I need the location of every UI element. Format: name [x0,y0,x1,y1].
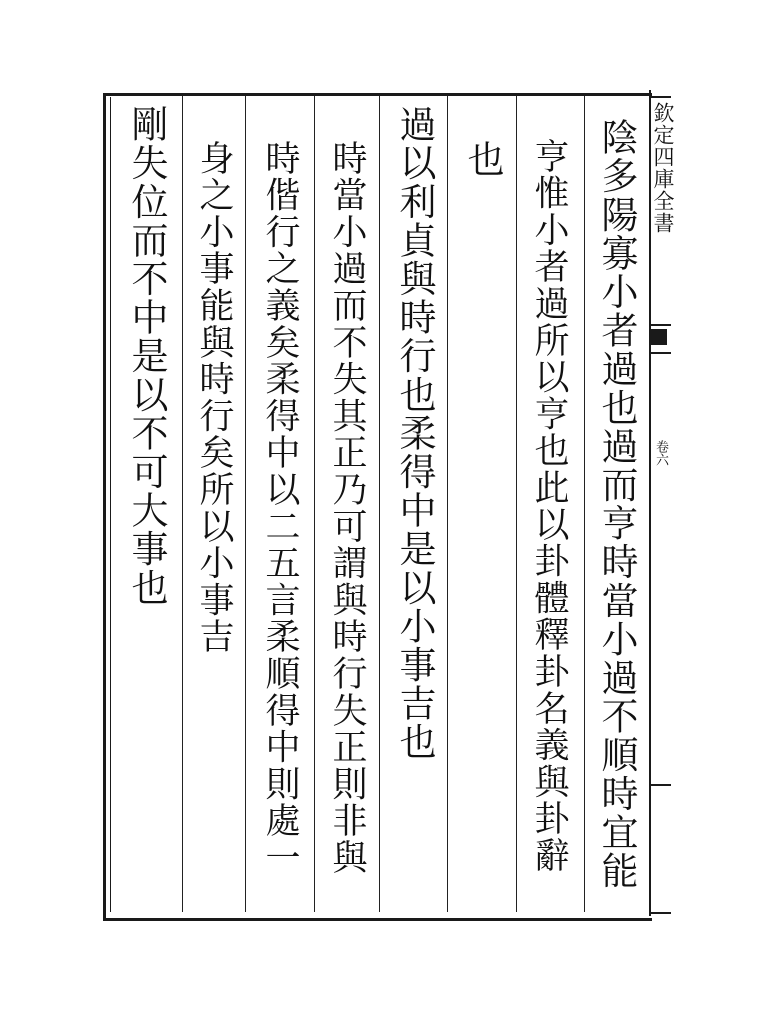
column-rule [447,96,448,912]
column-rule [314,96,315,912]
column-rule [379,96,380,912]
fold-fish-tail-mark [649,324,671,326]
text-column: 剛失位而不中是以不可大事也 [125,105,168,607]
text-column: 陰多陽寡小者過也過而亨時當小過不順時宜能 [595,118,638,890]
column-rule [245,96,246,912]
fold-fish-tail [651,329,667,345]
fold-top-mark [649,96,671,98]
fold-strip [649,90,677,916]
fold-bottom-mark [649,912,671,914]
fold-book-title: 欽定四庫全書 [651,102,675,234]
text-column: 也 [461,140,504,179]
column-rule [584,96,585,912]
text-column: 過以利貞與時行也柔得中是以小事吉也 [393,105,436,762]
fold-volume-label: 卷六 [653,440,668,466]
page-frame [103,93,652,921]
text-column: 亨惟小者過所以亨也此以卦體釋卦名義與卦辭 [529,138,569,874]
text-column: 時偕行之義矣柔得中以二五言柔順得中則處一 [260,140,300,876]
column-rule [516,96,517,912]
fold-fish-tail-mark [649,352,671,354]
fold-lower-mark [649,784,671,786]
column-rule [182,96,183,912]
frame-inner-border [110,97,111,912]
text-column: 時當小過而不失其正乃可謂與時行失正則非與 [327,140,367,876]
text-column: 身之小事能與時行矣所以小事吉 [194,140,234,656]
